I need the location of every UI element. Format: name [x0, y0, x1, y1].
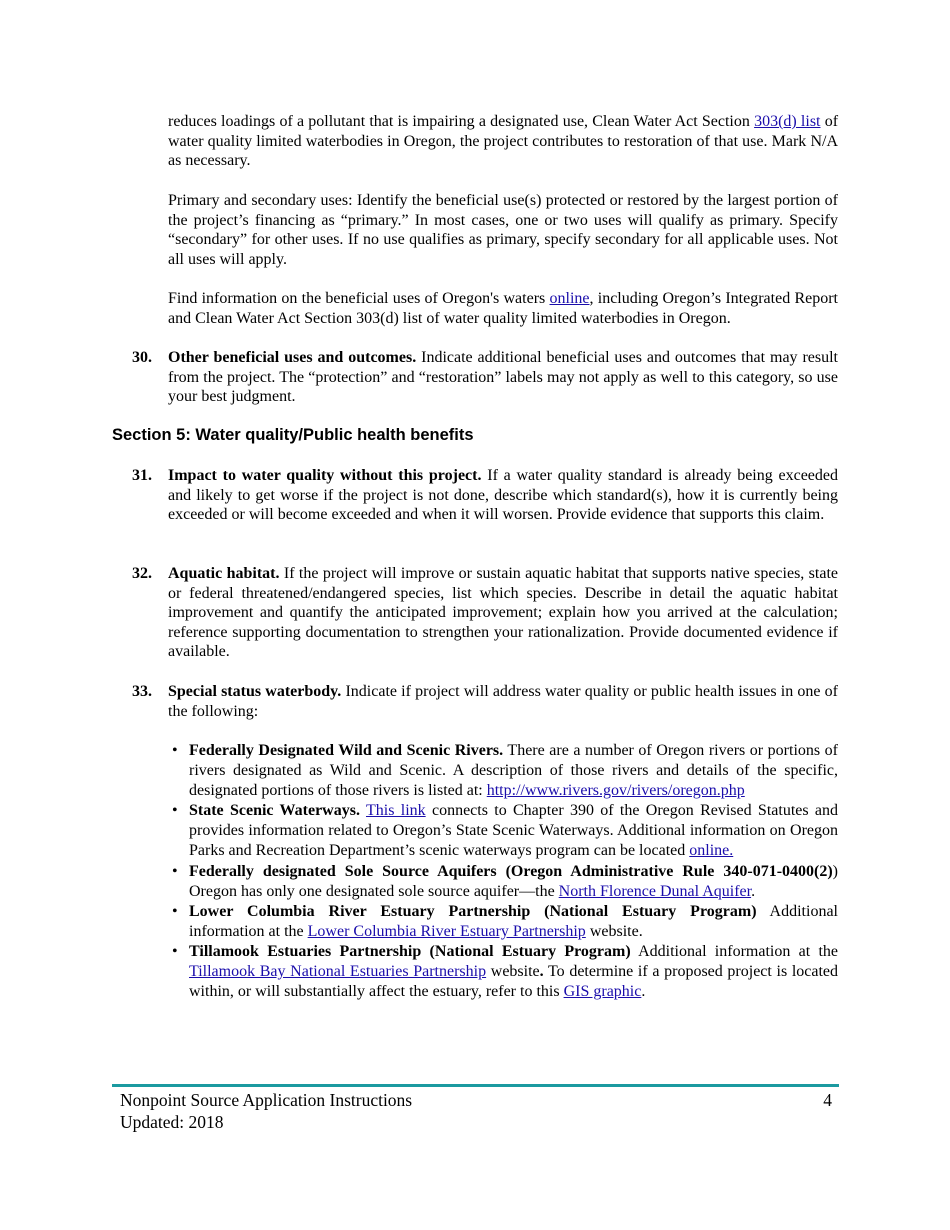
- link-scenic-waterways-online[interactable]: online.: [689, 842, 734, 860]
- bullet-icon: •: [172, 942, 178, 960]
- item-text: Indicate if project will address water quality or public health issues in one of the following:: [168, 683, 838, 720]
- bullet-icon: •: [172, 902, 178, 920]
- text: of water quality limited waterbodies in Oregon, the project contributes to restoration of that use. Mark N/A as necessary.: [168, 113, 839, 170]
- list-item-sole-source: [168, 862, 838, 902]
- footer-divider: [112, 1084, 839, 1087]
- item-title: Tillamook Estuaries Partnership (National Estuary Program): [189, 942, 631, 960]
- footer-updated: Updated: 2018: [120, 1111, 224, 1132]
- special-status-list: [168, 741, 838, 1002]
- link-north-florence-dunal-aquifer[interactable]: North Florence Dunal Aquifer: [558, 882, 752, 900]
- link-303d-list[interactable]: 303(d) list: [754, 113, 821, 130]
- item-text: .: [641, 983, 646, 1001]
- text: Find information on the beneficial uses of Oregon's waters: [168, 290, 550, 307]
- item-text: Additional information at the: [189, 902, 838, 940]
- item-text: If the project will improve or sustain aquatic habitat that supports native species, state or federal threatened/endangered species, list which species. Describe in detail the aquatic habitat improvement and quantify the anticipated improvement; explain how you arrived at the calculation; reference supporting documentation to strengthen your rationalization. Provide documented evidence if available.: [168, 565, 839, 661]
- item-text: There are a number of Oregon rivers or portions of rivers designated as Wild and Scenic. A description of those rivers and details of the specific, designated portions of those rivers is listed at:: [189, 742, 839, 800]
- bullet-icon: •: [172, 862, 178, 880]
- link-tillamook-bay-estuaries[interactable]: Tillamook Bay National Estuaries Partnership: [189, 963, 487, 981]
- item-title: Special status waterbody.: [168, 683, 342, 700]
- bullet-icon: •: [172, 802, 178, 820]
- item-32: [132, 564, 838, 662]
- item-31: [132, 466, 838, 525]
- item-title: Federally Designated Wild and Scenic Rivers.: [189, 742, 504, 759]
- item-text: .: [751, 882, 756, 900]
- item-text: If a water quality standard is already being exceeded and likely to get worse if the project is not done, describe which standard(s), how it is currently being exceeded or will become exceeded and when it will worsen. Provide evidence that supports this claim.: [168, 467, 839, 524]
- item-title-end: ): [827, 862, 833, 880]
- item-text: connects to Chapter 390 of the Oregon Revised Statutes and provides information related to Oregon’s State Scenic Waterways. Additional information on Oregon Parks and Recreation Department’s scenic waterways program can be located: [189, 802, 839, 860]
- link-chapter-390[interactable]: This link: [366, 802, 426, 820]
- item-number: 31.: [132, 467, 152, 484]
- paragraph-find-info: [168, 289, 838, 328]
- link-online-beneficial-uses[interactable]: online: [549, 290, 590, 307]
- item-33: [132, 682, 838, 721]
- link-rivers-gov-oregon[interactable]: http://www.rivers.gov/rivers/oregon.php: [486, 782, 745, 800]
- item-number: 30.: [132, 349, 152, 366]
- list-item-tillamook: [168, 942, 838, 1002]
- item-title: Aquatic habitat.: [168, 565, 280, 582]
- item-title: Federally designated Sole Source Aquifers (Oregon Administrative Rule 340-071-0400(2: [189, 862, 828, 880]
- item-title: Impact to water quality without this project.: [168, 467, 482, 484]
- item-text: website: [486, 963, 540, 981]
- item-30: [132, 348, 838, 407]
- list-item-wild-scenic: [168, 741, 838, 801]
- link-gis-graphic[interactable]: GIS graphic: [563, 983, 642, 1001]
- item-text: .: [539, 963, 544, 981]
- section-5-heading: Section 5: Water quality/Public health benefits: [112, 426, 474, 444]
- footer-title: Nonpoint Source Application Instructions: [120, 1090, 413, 1110]
- item-number: 32.: [132, 565, 152, 582]
- item-text: To determine if a proposed project is located within, or will substantially affect the estuary, refer to this: [189, 963, 839, 1001]
- item-text: ) Oregon has only one designated sole source aquifer—the: [189, 862, 838, 900]
- text: reduces loadings of a pollutant that is impairing a designated use, Clean Water Act Section: [168, 113, 755, 130]
- paragraph-primary-secondary: Primary and secondary uses: Identify the beneficial use(s) protected or restored by the largest portion of the project’s financing as “primary.” In most cases, one or two uses will qualify as primary. Specify “secondary” for other uses. If no use qualifies as primary, specify secondary for all applicable uses. Not all uses will apply.: [168, 192, 838, 268]
- list-item-state-scenic: [168, 801, 838, 861]
- item-title: Lower Columbia River Estuary Partnership (National Estuary Program): [189, 902, 757, 920]
- item-text: Indicate additional beneficial uses and outcomes that may result from the project. The “protection” and “restoration” labels may not apply as well to this category, so use your best judgment.: [168, 349, 839, 406]
- list-item-lower-columbia: [168, 902, 838, 942]
- page-footer: [120, 1090, 832, 1133]
- page-number: 4: [823, 1090, 832, 1110]
- item-title: Other beneficial uses and outcomes.: [168, 349, 417, 366]
- link-lower-columbia-estuary[interactable]: Lower Columbia River Estuary Partnership: [307, 922, 586, 940]
- paragraph-303d: [168, 112, 838, 171]
- item-title: State Scenic Waterways.: [189, 802, 360, 820]
- text: , including Oregon’s Integrated Report and Clean Water Act Section 303(d) list of water quality limited waterbodies in Oregon.: [168, 290, 838, 327]
- item-text: website.: [585, 922, 643, 940]
- item-text: Additional information at the: [630, 942, 838, 960]
- item-number: 33.: [132, 683, 152, 700]
- bullet-icon: •: [172, 742, 178, 759]
